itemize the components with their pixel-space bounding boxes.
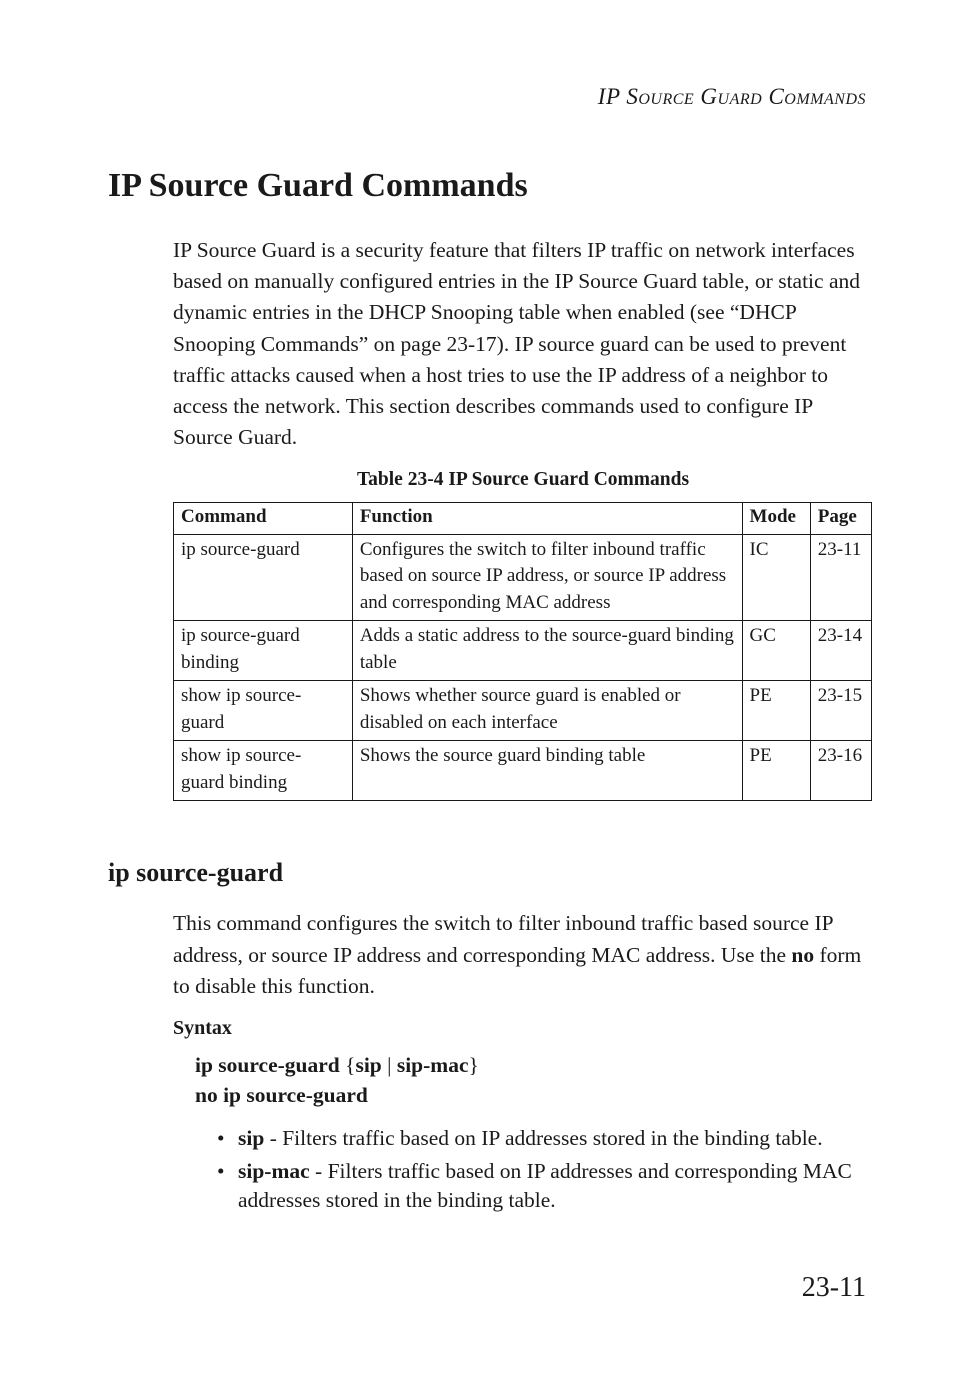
desc-text-end: form to disable this function. [173, 942, 862, 998]
commands-table [173, 502, 872, 801]
cell-page: 23-14 [810, 621, 871, 681]
param-term: sip-mac [238, 1158, 310, 1183]
syntax-separator: | [381, 1053, 397, 1077]
cell-function: Configures the switch to filter inbound traffic based on source IP address, or source IP address and corresponding MAC address [352, 534, 742, 621]
syntax-option-sip: sip [355, 1053, 382, 1077]
cell-page: 23-11 [810, 534, 871, 621]
param-text: - Filters traffic based on IP addresses stored in the binding table. [264, 1126, 823, 1150]
list-item [217, 1124, 877, 1154]
cell-command: show ip source-guard binding [174, 741, 353, 801]
syntax-command: ip source-guard [195, 1053, 340, 1077]
cell-page: 23-16 [810, 741, 871, 801]
running-head-cap-1: IP S [597, 84, 639, 109]
cell-mode: IC [742, 534, 810, 621]
syntax-line-1 [195, 1051, 479, 1081]
cell-command: ip source-guard binding [174, 621, 353, 681]
running-head-small-3: OMMANDS [784, 91, 866, 108]
table-header-row [174, 503, 872, 535]
cell-command: ip source-guard [174, 534, 353, 621]
table-row [174, 621, 872, 681]
section-description [173, 908, 873, 1003]
running-head-cap-2: G [694, 84, 718, 109]
parameter-list [217, 1124, 877, 1219]
cell-function: Shows whether source guard is enabled or disabled on each interface [352, 681, 742, 741]
param-term: sip [238, 1126, 265, 1150]
cell-command: show ip source-guard [174, 681, 353, 741]
table-row [174, 681, 872, 741]
running-head [598, 84, 866, 110]
syntax-line-2: no ip source-guard [195, 1082, 368, 1107]
table-row [174, 534, 872, 621]
cell-page: 23-15 [810, 681, 871, 741]
page-number: 23-11 [801, 1272, 866, 1303]
syntax-brace-close: } [468, 1053, 479, 1077]
param-text: - Filters traffic based on IP addresses and corresponding MAC addresses stored in the binding table. [238, 1158, 852, 1212]
list-item [217, 1157, 877, 1216]
syntax-label: Syntax [173, 1017, 232, 1039]
desc-text-start: This command configures the switch to filter inbound traffic based source IP address, or source IP address and corresponding MAC address. Use the [173, 911, 833, 967]
header-mode: Mode [742, 503, 810, 535]
running-head-cap-3: C [762, 84, 785, 109]
desc-no-keyword: no [791, 942, 815, 967]
bullet-icon: • [217, 1126, 225, 1150]
intro-paragraph: IP Source Guard is a security feature that filters IP traffic on network interfaces based on manually configured entries in the IP Source Guard table, or static and dynamic entries in the DHCP Snooping table when enabled (see “DHCP Snooping Commands” on page 23-17). IP source guard can be used to prevent traffic attacks caused when a host tries to use the IP address of a neighbor to access the network. This section describes commands used to configure IP Source Guard. [173, 238, 860, 450]
syntax-block [195, 1051, 479, 1110]
cell-function: Shows the source guard binding table [352, 741, 742, 801]
section-title: ip source-guard [108, 858, 284, 887]
header-page: Page [810, 503, 871, 535]
cell-mode: PE [742, 681, 810, 741]
cell-function: Adds a static address to the source-guard binding table [352, 621, 742, 681]
syntax-option-sip-mac: sip-mac [396, 1053, 469, 1077]
syntax-brace-open: { [339, 1053, 356, 1077]
header-command: Command [174, 503, 353, 535]
cell-mode: PE [742, 741, 810, 801]
bullet-icon: • [217, 1158, 225, 1183]
table-row [174, 741, 872, 801]
table-caption: Table 23-4 IP Source Guard Commands [356, 469, 690, 490]
running-head-small-1: OURCE [638, 91, 695, 108]
page-title: IP Source Guard Commands [108, 167, 528, 204]
running-head-small-2: UARD [717, 91, 763, 108]
cell-mode: GC [742, 621, 810, 681]
header-function: Function [352, 503, 742, 535]
